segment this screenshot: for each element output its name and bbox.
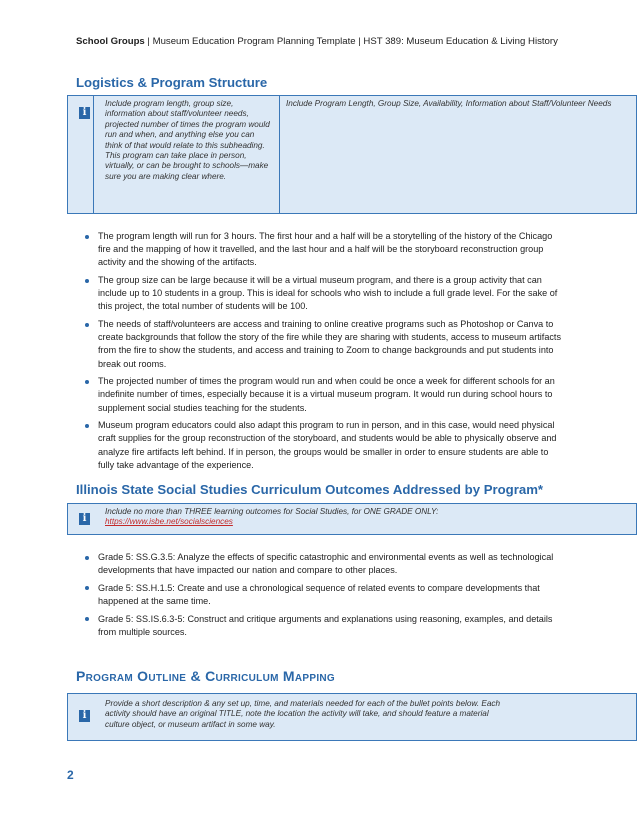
section-title-illinois: Illinois State Social Studies Curriculum Outcomes Addressed by Program* [76, 482, 544, 497]
info-icon: i [79, 107, 90, 119]
outline-info-box [67, 693, 637, 741]
page-number: 2 [67, 768, 74, 782]
list-item: The needs of staff/volunteers are access and training to online creative programs such as Photoshop or Canva to create backgrounds that follow the story of the fire while they are sharing with students, access to museum artifacts from the fire to show the students, and access and training to Zoom to change backgrounds and put students into break out rooms. [82, 318, 564, 371]
illinois-note-text: Include no more than THREE learning outcomes for Social Studies, for ONE GRADE ONLY: [105, 507, 439, 516]
running-header [76, 36, 558, 47]
list-item: The program length will run for 3 hours. The first hour and a half will be a storytelling of the history of the Chicago fire and the mapping of how it travelled, and the last hour and a half will be the storyboard reconstruction group activity and the showing of the artifacts. [82, 230, 564, 270]
logistics-note-left: Include program length, group size, information about staff/volunteer needs, projected number of times the program would run and when, and anything else you can think of that would relate to this subheading. This program can take place in person, virtually, or can be brought to schools—make sure you are making clear where. [105, 99, 270, 181]
list-item: Museum program educators could also adapt this program to run in person, and in this case, would need physical craft supplies for the group reconstruction of the storyboard, and students would be able to physically observe and analyze fire artifacts left behind. If in person, the groups would be smaller in order to ensure students are able to fully take advantage of the experience. [82, 419, 564, 472]
isbe-link[interactable]: https://www.isbe.net/socialsciences [105, 517, 233, 527]
logistics-info-box [67, 95, 637, 214]
logistics-note-right: Include Program Length, Group Size, Availability, Information about Staff/Volunteer Needs [286, 99, 612, 108]
list-item: The projected number of times the program would run and when could be once a week for different schools for an indefinite number of times, especially because it is a virtual museum program. It would run during school hours to supplement social studies teaching for the students. [82, 375, 564, 415]
outline-note: Provide a short description & any set up, time, and materials needed for each of the bullet points below. Each activity should have an original TITLE, note the location the activity will take, and should feature a material culture object, or museum artifact in some way. [105, 699, 501, 729]
header-bold: School Groups [76, 36, 145, 47]
list-item: Grade 5: SS.G.3.5: Analyze the effects of specific catastrophic and environmental events as well as technological developments that have impacted our nation and compare to other places. [82, 551, 564, 577]
info-icon: i [79, 513, 90, 525]
header-rest: | Museum Education Program Planning Template | HST 389: Museum Education & Living History [144, 36, 558, 47]
list-item: Grade 5: SS.H.1.5: Create and use a chronological sequence of related events to compare developments that happened at the same time. [82, 582, 564, 608]
list-item: Grade 5: SS.IS.6.3-5: Construct and critique arguments and explanations using reasoning, examples, and details from multiple sources. [82, 613, 564, 639]
column-divider [279, 96, 280, 213]
illinois-info-box [67, 503, 637, 535]
list-item: The group size can be large because it will be a virtual museum program, and there is a group activity that can include up to 10 students in a group. This is ideal for schools who wish to include a full grade level. For the sake of this project, the total number of students will be 100. [82, 274, 564, 314]
column-divider [93, 96, 94, 213]
illinois-bullet-list [82, 551, 564, 643]
section-title-outline: Program Outline & Curriculum Mapping [76, 668, 336, 684]
info-icon: i [79, 710, 90, 722]
logistics-bullet-list [82, 230, 564, 476]
section-title-logistics: Logistics & Program Structure [76, 75, 268, 90]
illinois-note [105, 507, 625, 528]
